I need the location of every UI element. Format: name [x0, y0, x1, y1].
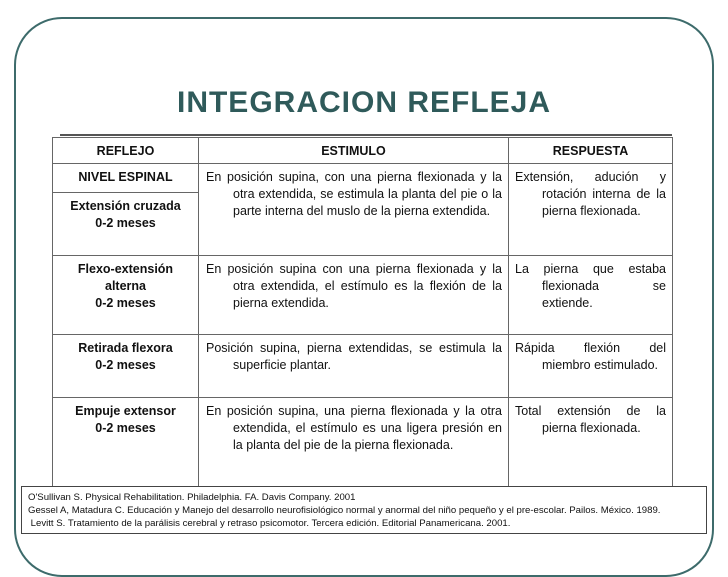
- reflejo-name: Flexo-extensión alterna: [77, 262, 174, 293]
- header-reflejo: REFLEJO: [53, 138, 199, 164]
- table-row: [53, 398, 673, 487]
- title-underline: [60, 134, 672, 136]
- respuesta-cell: Total extensión de la pierna flexionada.: [509, 398, 673, 487]
- reference-line: O'Sullivan S. Physical Rehabilitation. Philadelphia. FA. Davis Company. 2001: [28, 492, 356, 503]
- reflejo-age: 0-2 meses: [95, 216, 156, 230]
- header-estimulo: ESTIMULO: [199, 138, 509, 164]
- reflejo-age: 0-2 meses: [95, 296, 156, 310]
- reflejo-cell: [53, 256, 199, 335]
- slide-title: INTEGRACION REFLEJA: [176, 86, 552, 119]
- reflejo-cell: [53, 398, 199, 487]
- table-header-row: [53, 138, 673, 164]
- reflejo-age: 0-2 meses: [95, 421, 156, 435]
- estimulo-cell: Posición supina, pierna extendidas, se estimula la superficie plantar.: [199, 335, 509, 398]
- reference-line: Levitt S. Tratamiento de la parálisis cerebral y retraso psicomotor. Tercera edición. Editorial Panamericana. 2001.: [28, 518, 511, 529]
- reflejo-cell: [53, 193, 199, 256]
- reflex-table: [52, 137, 673, 487]
- estimulo-cell: En posición supina, con una pierna flexionada y la otra extendida, se estimula la planta del pie o la parte interna del muslo de la pierna extendida.: [199, 164, 509, 256]
- header-respuesta: RESPUESTA: [509, 138, 673, 164]
- table-row: [53, 335, 673, 398]
- respuesta-cell: La pierna que estaba flexionada se extiende.: [509, 256, 673, 335]
- reference-line: Gessel A, Matadura C. Educación y Manejo del desarrollo neurofisiológico normal y anormal del niño pequeño y el pre-escolar. Pailos. México. 1989.: [28, 505, 661, 516]
- nivel-espinal-label: NIVEL ESPINAL: [53, 164, 199, 193]
- references-box: [21, 486, 707, 534]
- reflejo-cell: [53, 335, 199, 398]
- reflejo-name: Empuje extensor: [75, 404, 176, 418]
- table-row: [53, 164, 673, 193]
- estimulo-cell: En posición supina con una pierna flexionada y la otra extendida, el estímulo es la flexión de la pierna extendida.: [199, 256, 509, 335]
- reflejo-age: 0-2 meses: [95, 358, 156, 372]
- respuesta-cell: Extensión, adución y rotación interna de la pierna flexionada.: [509, 164, 673, 256]
- reflejo-name: Extensión cruzada: [70, 199, 181, 213]
- estimulo-cell: En posición supina, una pierna flexionada y la otra extendida, el estímulo es una ligera presión en la planta del pie de la pierna flexionada.: [199, 398, 509, 487]
- respuesta-cell: Rápida flexión del miembro estimulado.: [509, 335, 673, 398]
- table-row: [53, 256, 673, 335]
- reflejo-name: Retirada flexora: [78, 341, 173, 355]
